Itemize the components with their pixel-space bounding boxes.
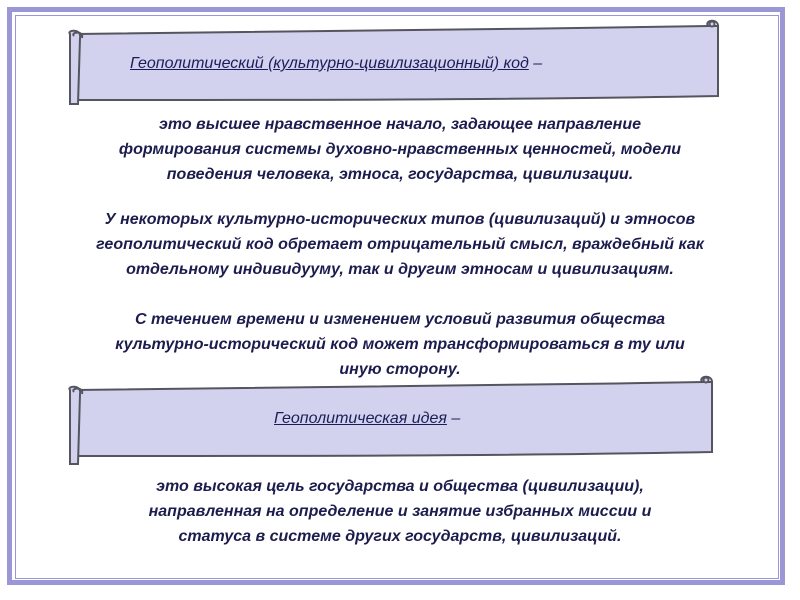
banner-1-title <box>130 55 542 73</box>
definition-paragraph-4 <box>0 474 800 549</box>
definition-paragraph-2 <box>0 207 800 282</box>
banner-2-term: Геополитическая идея <box>274 410 447 427</box>
text-line: иную сторону. <box>339 361 461 378</box>
text-line: У некоторых культурно-исторических типов (цивилизаций) и этносов <box>104 211 696 228</box>
text-line: направленная на определение и занятие избранных миссии и <box>148 503 652 520</box>
banner-2-title <box>274 410 460 428</box>
banner-2-dash: – <box>446 410 461 427</box>
text-line: культурно-исторический код может трансформироваться в ту или <box>115 336 685 353</box>
banner-1-dash: – <box>528 55 543 72</box>
text-line: статуса в системе других государств, цивилизаций. <box>178 528 622 545</box>
text-line: геополитический код обретает отрицательный смысл, враждебный как <box>96 236 704 253</box>
text-line: это высокая цель государства и общества (цивилизации), <box>156 478 644 495</box>
definition-paragraph-1 <box>0 112 800 187</box>
text-line: поведения человека, этноса, государства, цивилизации. <box>166 166 634 183</box>
text-line: отдельному индивидууму, так и другим этносам и цивилизациям. <box>126 261 674 278</box>
definition-paragraph-3 <box>0 307 800 382</box>
text-line: это высшее нравственное начало, задающее направление <box>158 116 641 133</box>
text-line: формирования системы духовно-нравственных ценностей, модели <box>118 141 682 158</box>
banner-1-term: Геополитический (культурно-цивилизационный) код <box>130 55 529 72</box>
text-line: С течением времени и изменением условий развития общества <box>134 311 666 328</box>
